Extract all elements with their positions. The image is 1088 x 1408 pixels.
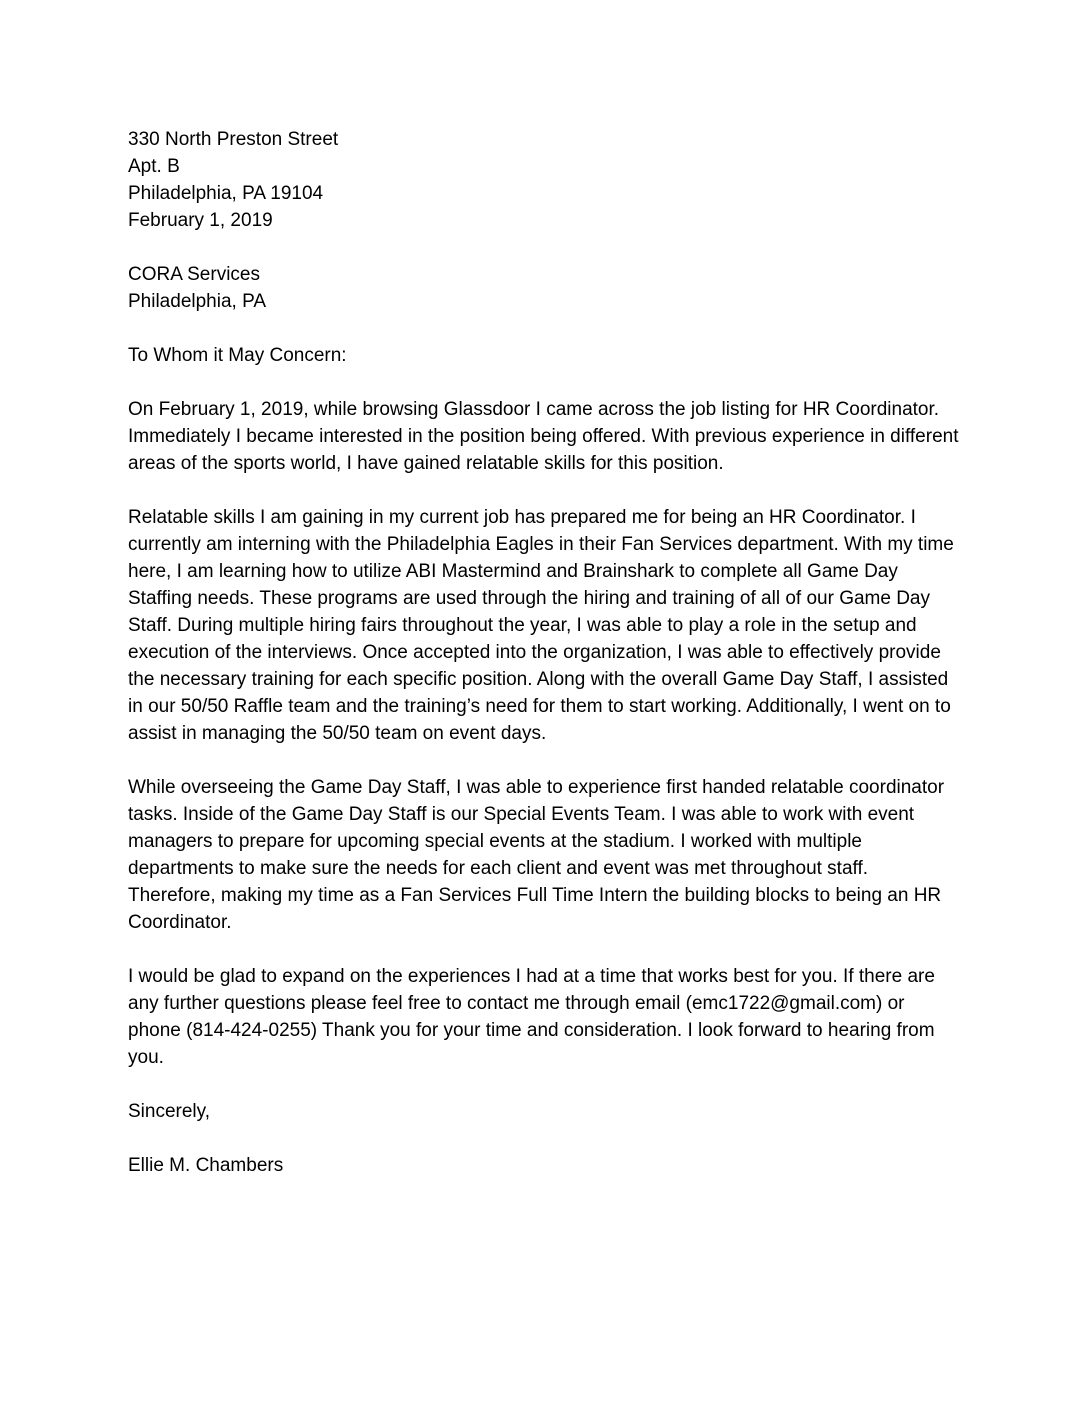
signature-name: Ellie M. Chambers xyxy=(128,1155,284,1176)
sender-address-line: 330 North Preston Street xyxy=(128,129,339,150)
body-paragraph-2: Relatable skills I am gaining in my current job has prepared me for being an HR Coordinator. I currently am interning with the Philadelphia Eagles in their Fan Services department. With my time here, I am learning how to utilize ABI Mastermind and Brainshark to complete all Game Day Staffing needs. These programs are used through the hiring and training of all of our Game Day Staff. During multiple hiring fairs throughout the year, I was able to play a role in the setup and execution of the interviews. Once accepted into the organization, I was able to effectively provide the necessary training for each specific position. Along with the overall Game Day Staff, I assisted in our 50/50 Raffle team and the training’s need for them to start working. Additionally, I went on to assist in managing the 50/50 team on event days. xyxy=(128,507,954,744)
letter-date: February 1, 2019 xyxy=(128,210,273,231)
recipient-line: Philadelphia, PA xyxy=(128,291,267,312)
signature xyxy=(128,1152,960,1179)
recipient-block xyxy=(128,261,960,315)
sender-address-line: Apt. B xyxy=(128,156,180,177)
body-paragraph-3: While overseeing the Game Day Staff, I was able to experience first handed relatable coordinator tasks. Inside of the Game Day Staff is our Special Events Team. I was able to work with event managers to prepare for upcoming special events at the stadium. I worked with multiple departments to make sure the needs for each client and event was met throughout staff. Therefore, making my time as a Fan Services Full Time Intern the building blocks to being an HR Coordinator. xyxy=(128,777,945,933)
salutation xyxy=(128,342,960,369)
recipient-line: CORA Services xyxy=(128,264,260,285)
body-paragraph-4: I would be glad to expand on the experiences I had at a time that works best for you. If there are any further questions please feel free to contact me through email (emc1722@gmail.com) or phone (814-424-0255) Thank you for your time and consideration. I look forward to hearing from you. xyxy=(128,966,935,1068)
sender-address-block xyxy=(128,126,960,234)
closing xyxy=(128,1098,960,1125)
sender-address-line: Philadelphia, PA 19104 xyxy=(128,183,324,204)
salutation-line: To Whom it May Concern: xyxy=(128,345,347,366)
closing-line: Sincerely, xyxy=(128,1101,211,1122)
body-paragraph-1: On February 1, 2019, while browsing Glassdoor I came across the job listing for HR Coordinator. Immediately I became interested in the position being offered. With previous experience in different areas of the sports world, I have gained relatable skills for this position. xyxy=(128,399,959,474)
